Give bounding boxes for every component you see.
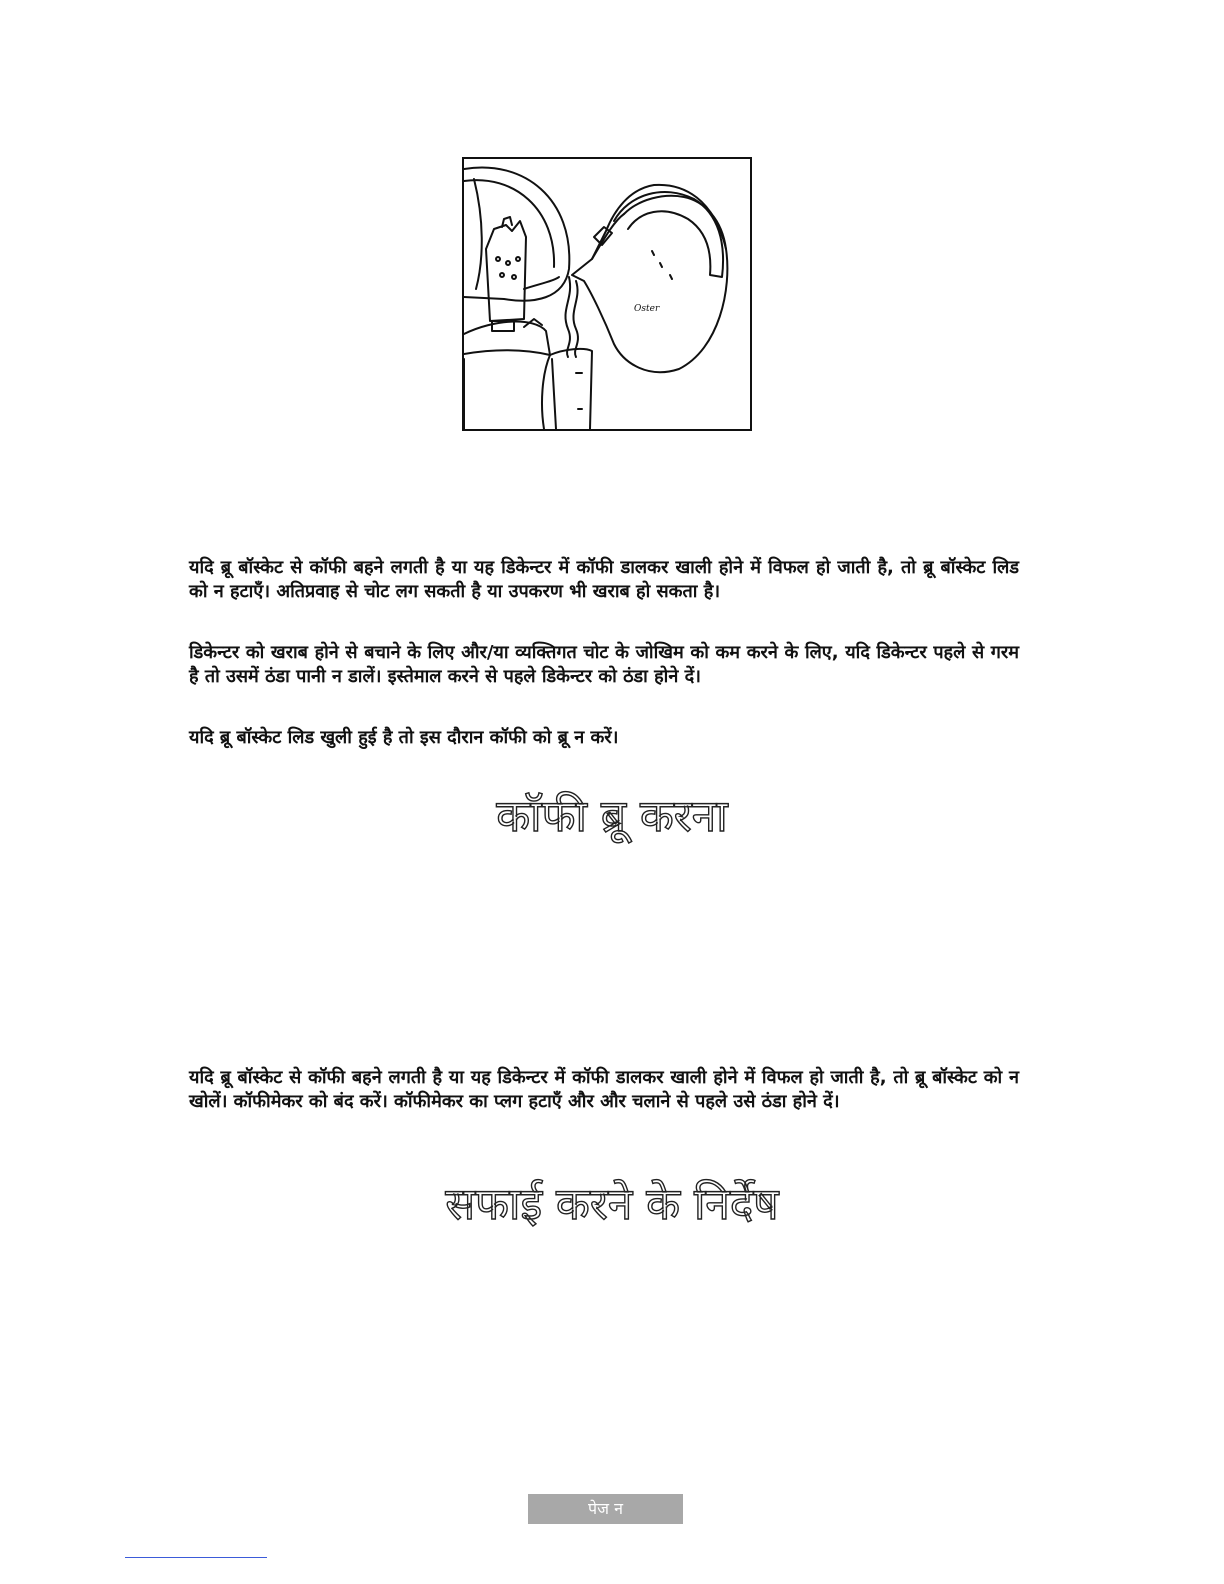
warning-decanter-cold-water: डिकेन्टर को खराब होने से बचाने के लिए और/या व्यक्तिगत चोट के जोखिम को कम करने के लिए, यदि डिकेन्टर पहले से गरम है तो उसमें ठंडा पानी न डालें। इस्तेमाल करने से पहले डिकेन्टर को ठंडा होने दें।	[189, 642, 1019, 687]
brand-logo: Oster	[634, 304, 660, 314]
warning-overflow-lid: यदि ब्रू बॉस्केट से कॉफी बहने लगती है या यह डिकेन्टर में कॉफी डालकर खाली होने में विफल हो जाती है, तो ब्रू बॉस्केट लिड को न हटाएँ। अतिप्रवाह से चोट लग सकती है या उपकरण भी खराब हो सकता है।	[189, 557, 1019, 602]
heading-cleaning-instructions: सफाई करने के निर्देष	[445, 1179, 779, 1230]
brewing-overflow-instruction: यदि ब्रू बॉस्केट से कॉफी बहने लगती है या यह डिकेन्टर में कॉफी डालकर खाली होने में विफल हो जाती है, तो ब्रू बॉस्केट को न खोलें। कॉफीमेकर को बंद करें। कॉफीमेकर का प्लग हटाएँ और और चलाने से पहले उसे ठंडा होने दें।	[189, 1067, 1019, 1112]
footer-divider	[125, 1557, 267, 1558]
page-number-box: पेज न	[528, 1494, 683, 1524]
coffeemaker-illustration	[462, 157, 752, 431]
heading-brewing-coffee: कॉफी ब्रू करना	[496, 791, 728, 842]
coffeemaker-line-drawing	[464, 159, 750, 429]
warning-lid-open: यदि ब्रू बॉस्केट लिड खुली हुई है तो इस दौरान कॉफी को ब्रू न करें।	[189, 727, 619, 748]
